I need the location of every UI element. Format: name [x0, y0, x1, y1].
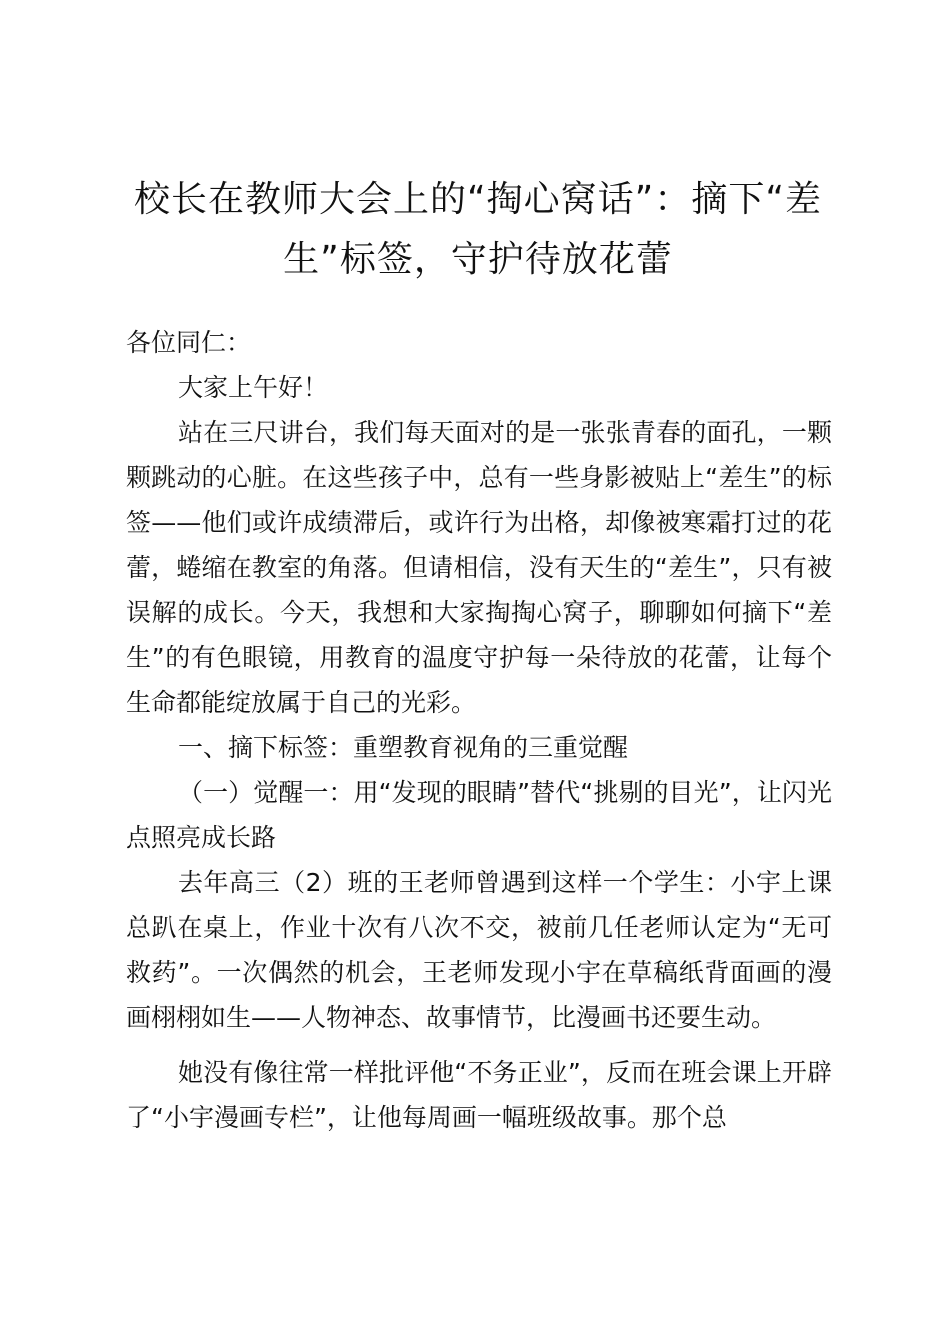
- salutation: 各位同仁：: [126, 328, 252, 357]
- document-title: 校长在教师大会上的“掏心窝话”：摘下“差生”标签，守护待放花蕾: [134, 179, 822, 280]
- paragraph: 站在三尺讲台，我们每天面对的是一张张青春的面孔，一颗颗跳动的心脏。在这些孩子中，总有一些身影被贴上“差生”的标签——他们或许成绩滞后，或许行为出格，却像被寒霜打过的花蕾，蜷缩在教室的角落。但请相信，没有天生的“差生”，只有被误解的成长。今天，我想和大家掏掏心窝子，聊聊如何摘下“差生”的有色眼镜，用教育的温度守护每一朵待放的花蕾，让每个生命都能绽放属于自己的光彩。: [126, 418, 832, 717]
- paragraph: 她没有像往常一样批评他“不务正业”，反而在班会课上开辟了“小宇漫画专栏”，让他每周画一幅班级故事。那个总: [126, 1058, 832, 1132]
- section-heading: 一、摘下标签：重塑教育视角的三重觉醒: [178, 733, 629, 762]
- greeting: 大家上午好！: [178, 373, 329, 402]
- document-body: [126, 320, 832, 1140]
- subsection-heading: （一）觉醒一：用“发现的眼睛”替代“挑剔的目光”，让闪光点照亮成长路: [126, 778, 832, 852]
- paragraph: 去年高三（2）班的王老师曾遇到这样一个学生：小宇上课总趴在桌上，作业十次有八次不交，被前几任老师认定为“无可救药”。一次偶然的机会，王老师发现小宇在草稿纸背面画的漫画栩栩如生——人物神态、故事情节，比漫画书还要生动。: [126, 868, 832, 1032]
